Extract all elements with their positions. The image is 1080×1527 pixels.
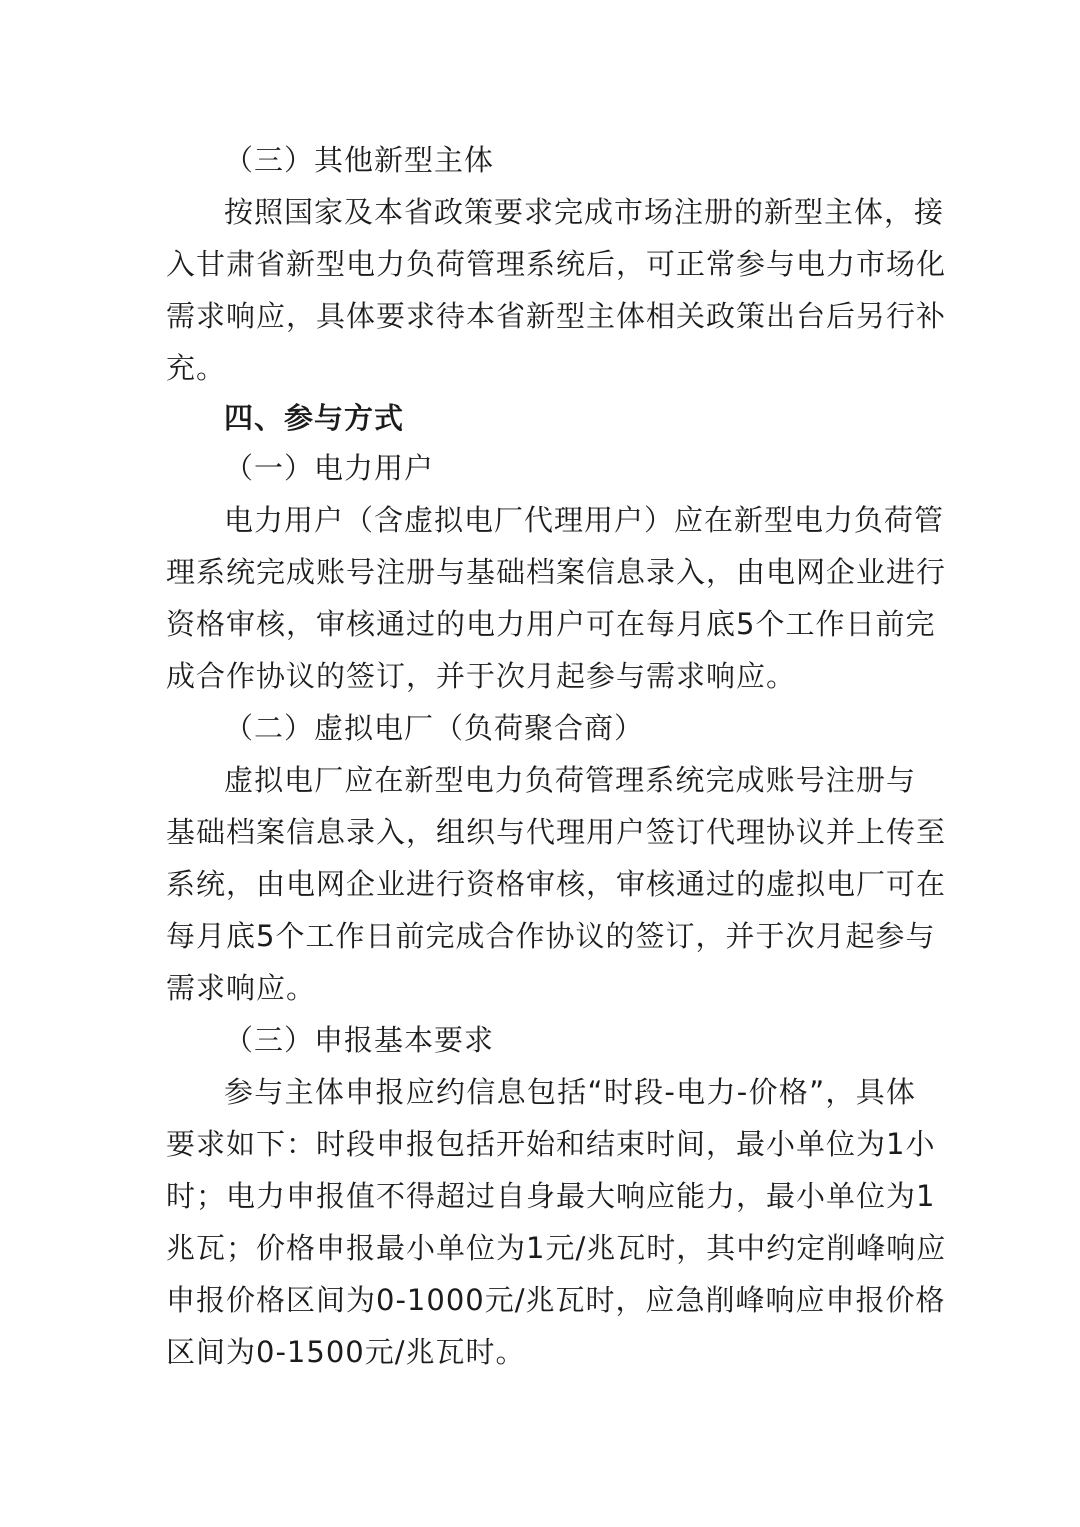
paragraph-line: 时；电力申报值不得超过自身最大响应能力，最小单位为1 xyxy=(166,1179,936,1213)
paragraph-line: 需求响应，具体要求待本省新型主体相关政策出台后另行补 xyxy=(166,299,947,333)
paragraph-line: 资格审核，审核通过的电力用户可在每月底5个工作日前完 xyxy=(166,607,936,641)
paragraph-line: 参与主体申报应约信息包括“时段-电力-价格”，具体 xyxy=(224,1075,916,1109)
paragraph-line: 按照国家及本省政策要求完成市场注册的新型主体，接 xyxy=(224,195,945,229)
paragraph-line: 充。 xyxy=(166,351,227,385)
paragraph-line: 区间为0-1500元/兆瓦时。 xyxy=(166,1335,526,1369)
paragraph-line: 成合作协议的签订，并于次月起参与需求响应。 xyxy=(166,659,797,693)
paragraph-line: 每月底5个工作日前完成合作协议的签订，并于次月起参与 xyxy=(166,919,936,953)
paragraph-line: 入甘肃省新型电力负荷管理系统后，可正常参与电力市场化 xyxy=(166,247,947,281)
section-heading-declaration-requirements: （三）申报基本要求 xyxy=(224,1023,495,1057)
paragraph-line: 申报价格区间为0-1000元/兆瓦时，应急削峰响应申报价格 xyxy=(166,1283,946,1317)
section-heading-virtual-power-plant: （二）虚拟电厂（负荷聚合商） xyxy=(224,711,645,745)
paragraph-line: 基础档案信息录入，组织与代理用户签订代理协议并上传至 xyxy=(166,815,947,849)
paragraph-line: 电力用户（含虚拟电厂代理用户）应在新型电力负荷管 xyxy=(224,503,945,537)
section-heading-power-users: （一）电力用户 xyxy=(224,451,435,485)
paragraph-line: 兆瓦；价格申报最小单位为1元/兆瓦时，其中约定削峰响应 xyxy=(166,1231,947,1265)
paragraph-line: 系统，由电网企业进行资格审核，审核通过的虚拟电厂可在 xyxy=(166,867,947,901)
section-heading-participation-method: 四、参与方式 xyxy=(224,401,405,435)
paragraph-line: 需求响应。 xyxy=(166,971,317,1005)
paragraph-line: 理系统完成账号注册与基础档案信息录入，由电网企业进行 xyxy=(166,555,947,589)
paragraph-line: 要求如下：时段申报包括开始和结束时间，最小单位为1小 xyxy=(166,1127,936,1161)
paragraph-line: 虚拟电厂应在新型电力负荷管理系统完成账号注册与 xyxy=(224,763,916,797)
section-heading-other-new-entities: （三）其他新型主体 xyxy=(224,143,495,177)
